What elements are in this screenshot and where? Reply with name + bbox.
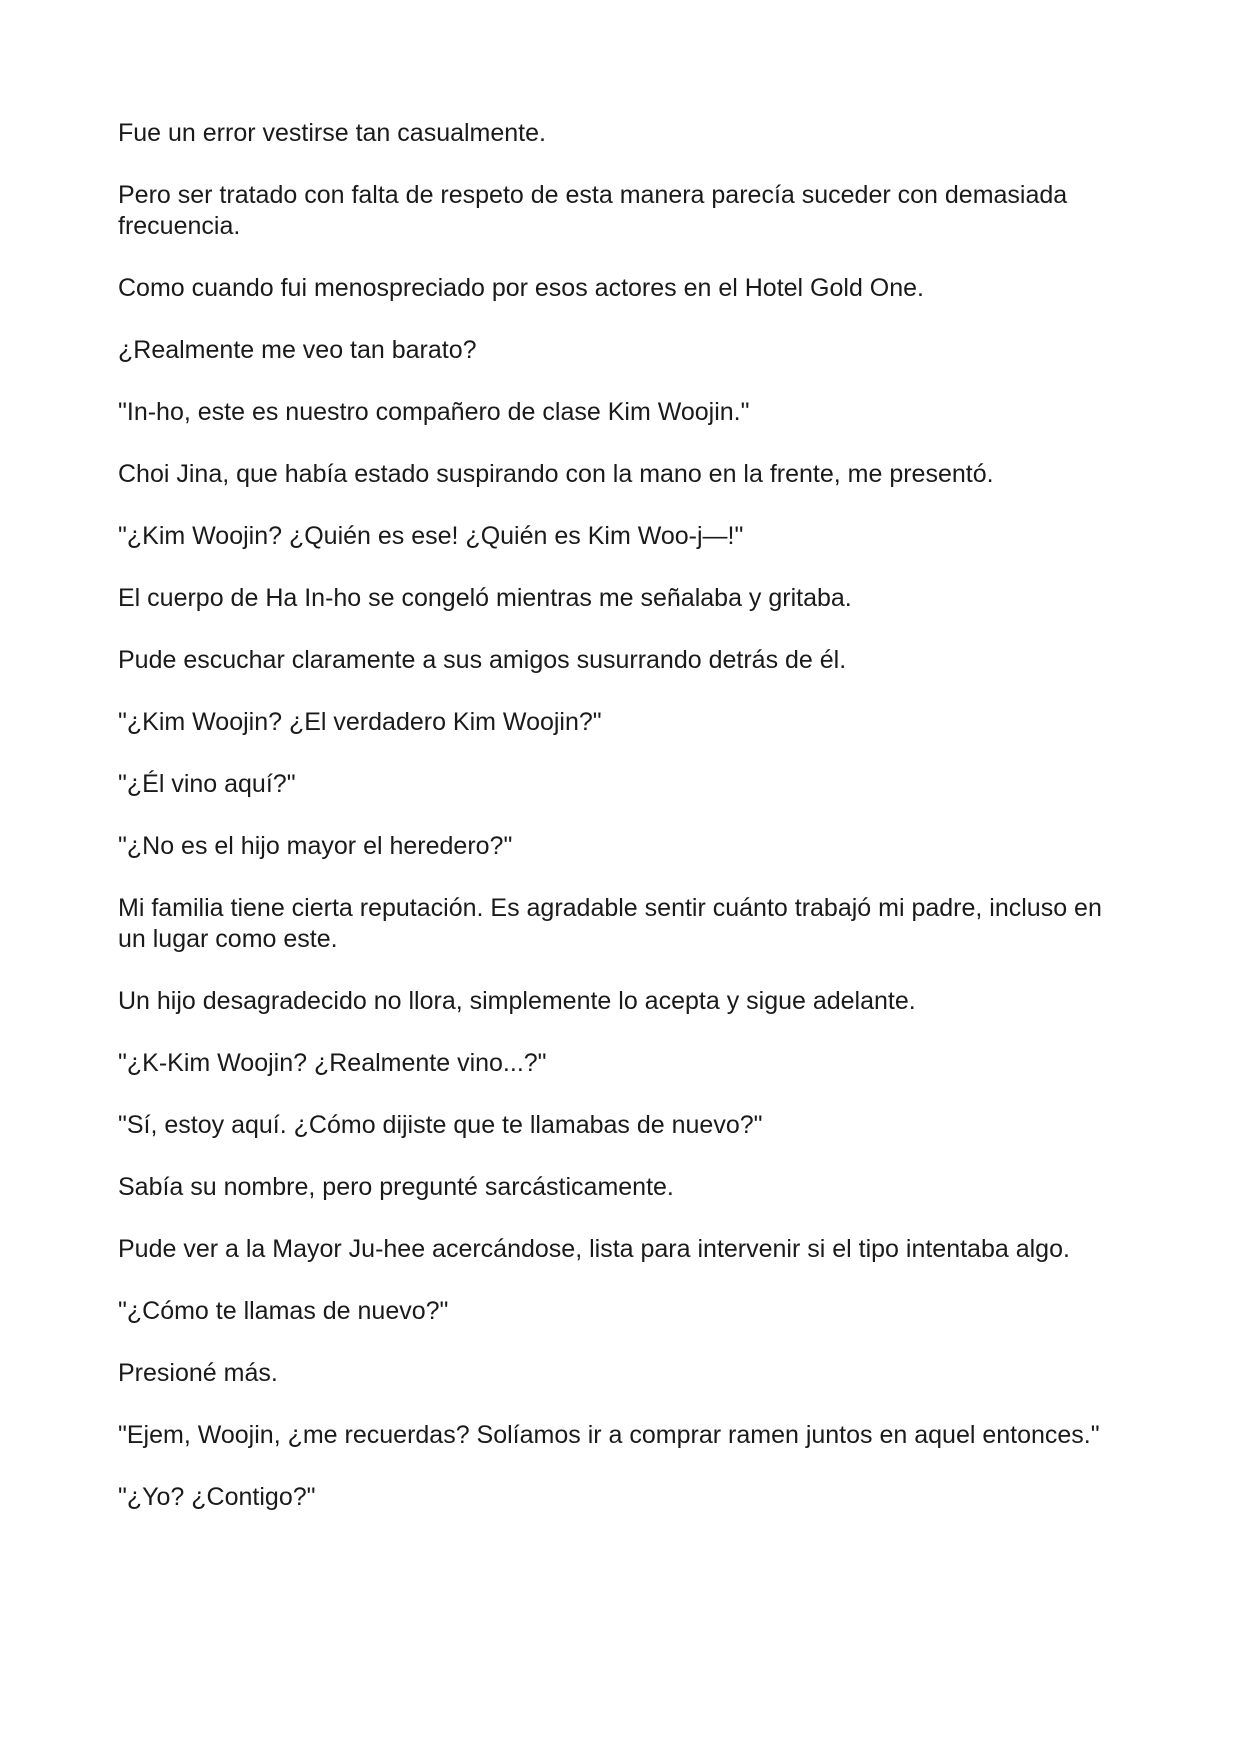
paragraph: "¿Kim Woojin? ¿El verdadero Kim Woojin?" <box>118 708 602 736</box>
paragraph: "¿Yo? ¿Contigo?" <box>118 1483 316 1511</box>
paragraph: "¿Cómo te llamas de nuevo?" <box>118 1297 449 1325</box>
paragraph: El cuerpo de Ha In-ho se congeló mientras me señalaba y gritaba. <box>118 584 852 612</box>
paragraph: Como cuando fui menospreciado por esos actores en el Hotel Gold One. <box>118 274 925 302</box>
paragraph: "Sí, estoy aquí. ¿Cómo dijiste que te llamabas de nuevo?" <box>118 1111 763 1139</box>
paragraph: Presioné más. <box>118 1359 278 1387</box>
paragraph: "Ejem, Woojin, ¿me recuerdas? Solíamos ir a comprar ramen juntos en aquel entonces." <box>118 1421 1100 1449</box>
paragraph: Fue un error vestirse tan casualmente. <box>118 119 546 147</box>
paragraph: Pero ser tratado con falta de respeto de esta manera parecía suceder con demasiada frecuencia. <box>118 181 1068 240</box>
paragraph: Pude escuchar claramente a sus amigos susurrando detrás de él. <box>118 646 847 674</box>
paragraph: Mi familia tiene cierta reputación. Es agradable sentir cuánto trabajó mi padre, incluso en un lugar como este. <box>118 894 1102 953</box>
paragraph: Choi Jina, que había estado suspirando con la mano en la frente, me presentó. <box>118 460 994 488</box>
paragraph: "¿Él vino aquí?" <box>118 770 296 798</box>
paragraph: ¿Realmente me veo tan barato? <box>118 336 477 364</box>
paragraph: "¿No es el hijo mayor el heredero?" <box>118 832 513 860</box>
paragraph: Pude ver a la Mayor Ju-hee acercándose, lista para intervenir si el tipo intentaba algo. <box>118 1235 1070 1263</box>
document-body <box>118 118 1128 1544</box>
paragraph: Un hijo desagradecido no llora, simplemente lo acepta y sigue adelante. <box>118 987 916 1015</box>
paragraph: "¿Kim Woojin? ¿Quién es ese! ¿Quién es Kim Woo-j—!" <box>118 522 744 550</box>
paragraph: "In-ho, este es nuestro compañero de clase Kim Woojin." <box>118 398 750 426</box>
paragraph: Sabía su nombre, pero pregunté sarcásticamente. <box>118 1173 674 1201</box>
paragraph: "¿K-Kim Woojin? ¿Realmente vino...?" <box>118 1049 547 1077</box>
